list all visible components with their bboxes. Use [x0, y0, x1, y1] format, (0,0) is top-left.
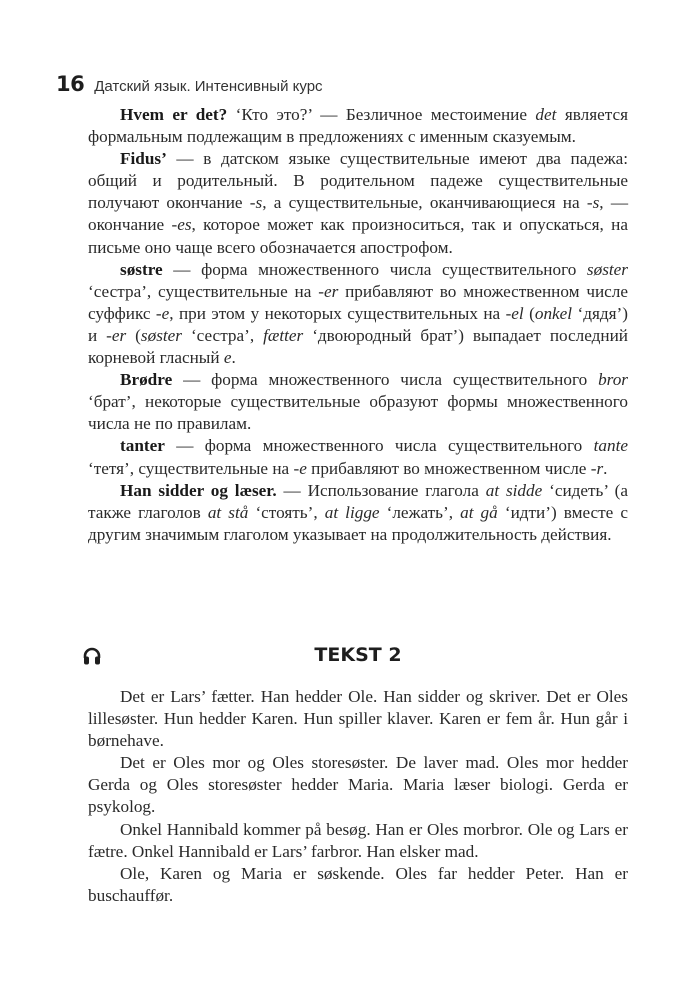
note-text: — форма множественного числа существительного [162, 259, 587, 279]
italic-example: onkel [534, 303, 573, 323]
grammar-note [88, 148, 628, 258]
tekst-body [88, 686, 628, 907]
tekst-paragraph: Ole, Karen og Maria er søskende. Oles far hedder Peter. Han er buschauffør. [88, 863, 628, 905]
italic-example: -r [590, 458, 604, 478]
note-text: — форма множественного числа существительного [164, 436, 594, 456]
note-text: — Использование глагола [276, 480, 486, 500]
note-text: ‘сестра’, [181, 325, 264, 345]
note-text: ‘тетя’, существительные на [88, 458, 294, 478]
italic-example: -e [155, 303, 170, 323]
grammar-notes [88, 104, 628, 546]
italic-example: tante [593, 436, 628, 456]
italic-example: -s [586, 193, 600, 213]
italic-example: søster [586, 259, 628, 279]
running-head [56, 72, 628, 102]
note-term: tanter [120, 436, 165, 456]
italic-example: -e [293, 458, 307, 478]
note-text: ( [523, 303, 535, 323]
italic-example: -el [505, 303, 524, 323]
italic-example: det [535, 105, 557, 124]
note-text: , а существительные, оканчивающиеся на [262, 193, 587, 213]
italic-example: -er [318, 281, 339, 301]
italic-example: at sidde [485, 480, 543, 500]
note-text: ‘брат’, некоторые существительные образуют формы множественного числа не по правилам. [88, 392, 628, 434]
note-text: , которое может как произноситься, так и опускаться, на письме оно чаще всего обозначается апострофом. [88, 215, 628, 257]
tekst-heading [88, 642, 628, 672]
italic-example: bror [598, 370, 628, 390]
note-text: ‘двоюродный брат’) выпадает последний корневой гласный [88, 325, 629, 368]
tekst-paragraph: Onkel Hannibald kommer på besøg. Han er Oles morbror. Ole og Lars er fætre. Onkel Hannibald er Lars’ farbror. Han elsker mad. [88, 819, 628, 861]
note-text: , при этом у некоторых существительных на [169, 303, 506, 323]
note-text: . [231, 348, 236, 368]
grammar-note [88, 104, 628, 148]
note-term: Fidus’ [120, 149, 167, 169]
grammar-note [88, 480, 628, 546]
note-term: Hvem er det? [120, 105, 228, 124]
italic-example: -es [171, 215, 192, 235]
note-text: ‘сидеть’ (а также глаголов [88, 480, 629, 522]
note-text: прибавляют во множественном числе суффикс [88, 281, 628, 323]
note-text: ‘стоять’, [248, 502, 325, 522]
tekst-title: TEKST 2 [314, 644, 402, 666]
note-text: ‘идти’) вместе с другим значимым глаголом указывает на продолжительность действия. [88, 502, 628, 544]
grammar-note [88, 435, 628, 479]
book-page [56, 72, 629, 905]
note-text: ‘сестра’, существительные на [88, 281, 319, 301]
note-text: . [603, 458, 608, 478]
note-text: является формальным подлежащим в предложениях с именным сказуемым. [88, 105, 628, 147]
italic-example: e [223, 348, 232, 368]
italic-example: fætter [263, 325, 304, 345]
note-text: прибавляют во множественном числе [306, 458, 591, 478]
italic-example: -er [106, 325, 127, 345]
note-text: ‘лежать’, [379, 502, 461, 522]
note-term: Han sidder og læser. [120, 480, 277, 500]
note-text: , — окончание [88, 193, 629, 235]
note-text: — форма множественного числа существительного [172, 370, 599, 390]
grammar-note [88, 259, 628, 369]
italic-example: -s [249, 193, 263, 213]
italic-example: søster [140, 325, 182, 345]
note-term: Brødre [120, 370, 173, 390]
note-text: ( [126, 325, 141, 345]
page-number: 16 [56, 72, 85, 96]
tekst-paragraph: Det er Lars’ fætter. Han hedder Ole. Han sidder og skriver. Det er Oles lillesøster. Hun hedder Karen. Hun spiller klaver. Karen er fem år. Hun går i børnehave. [88, 687, 628, 751]
italic-example: at ligge [324, 502, 380, 522]
note-text: ‘дядя’) и [88, 303, 628, 345]
note-text: — в датском языке существительные имеют два падежа: общий и родительный. В родительном падеже существительные получают окончание [88, 149, 628, 213]
book-title: Датский язык. Интенсивный курс [94, 78, 323, 95]
italic-example: at gå [460, 502, 498, 522]
italic-example: at stå [207, 502, 249, 522]
tekst-paragraph: Det er Oles mor og Oles storesøster. De laver mad. Oles mor hedder Gerda og Oles storesøster hedder Maria. Maria læser biologi. Gerda er psykolog. [88, 753, 628, 817]
note-text: ‘Кто это?’ — Безличное местоимение [227, 105, 536, 124]
note-term: søstre [120, 259, 163, 279]
grammar-note [88, 369, 628, 435]
